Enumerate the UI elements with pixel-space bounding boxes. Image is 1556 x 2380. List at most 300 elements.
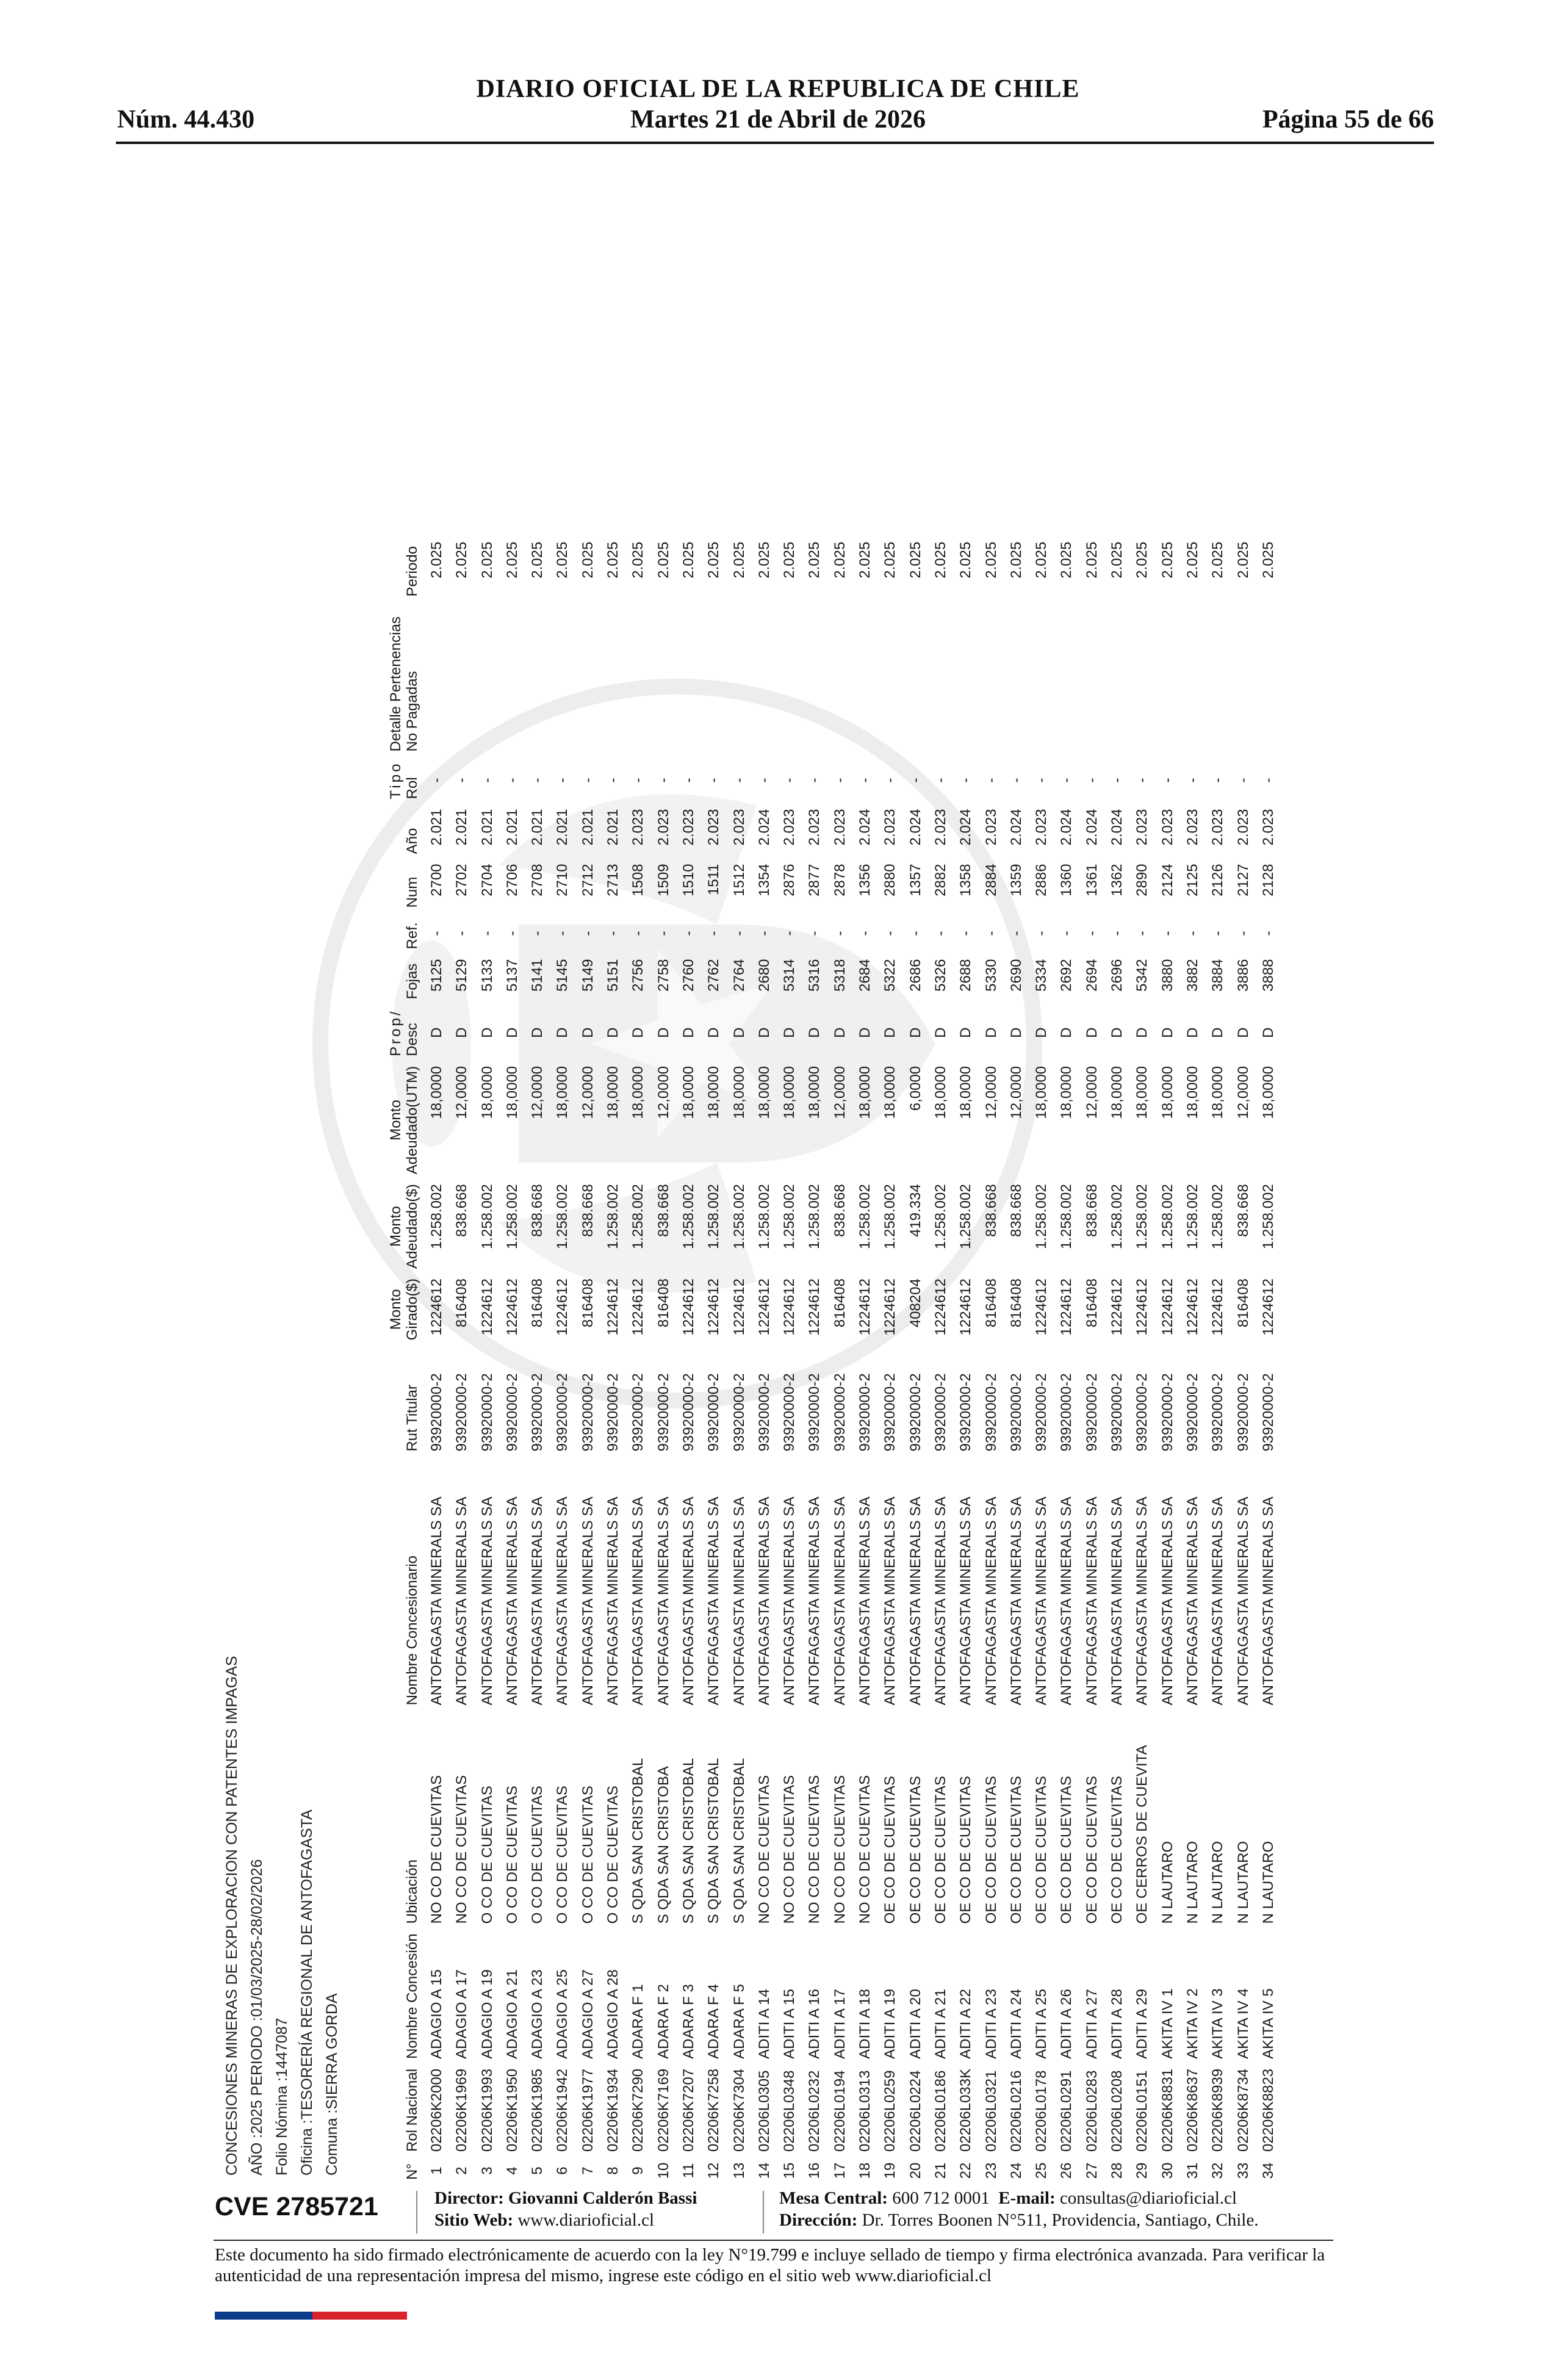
website-link[interactable]: www.diarioficial.cl	[517, 2210, 655, 2230]
cell-row-number: 17	[831, 2162, 848, 2179]
cell-rol-nacional: 02206L0291	[1058, 2070, 1075, 2152]
cell-rut-titular: 93920000-2	[755, 1373, 773, 1452]
cell-detalle-pertenencias	[953, 602, 978, 757]
cell-prop-desc: D	[932, 1027, 949, 1038]
cell-monto-adeudado: 419.334	[907, 1184, 924, 1238]
cell-detalle-pertenencias	[827, 602, 852, 757]
cell-fojas: 5149	[579, 959, 596, 992]
cell-fojas: 5326	[932, 959, 949, 992]
cell-num: 2708	[529, 864, 546, 896]
cell-rut-titular: 93920000-2	[503, 1373, 520, 1452]
cell-ref: -	[630, 931, 647, 936]
table-row	[600, 537, 625, 2185]
cell-ref: -	[1234, 931, 1252, 936]
cell-detalle-pertenencias	[575, 602, 600, 757]
cell-tipo-rol: -	[1134, 777, 1151, 783]
cell-ano: 2.021	[529, 809, 546, 846]
cell-monto-girado: 1224612	[806, 1278, 823, 1336]
cell-rol-nacional: 02206K1985	[529, 2068, 546, 2152]
cell-ano: 2.021	[428, 809, 445, 846]
cell-ref: -	[882, 931, 899, 936]
cell-periodo: 2.025	[453, 541, 470, 579]
cell-nombre-concesionario: ANTOFAGASTA MINERALS SA	[1083, 1496, 1100, 1706]
cell-num: 2882	[932, 864, 949, 896]
table-body	[424, 537, 1281, 2185]
cell-row-number: 21	[932, 2162, 949, 2179]
cell-ref: -	[907, 931, 924, 936]
cell-rol-nacional: 02206K1969	[453, 2068, 470, 2152]
cell-nombre-concesion: ADARA F 2	[655, 1984, 672, 2059]
cell-nombre-concesionario: ANTOFAGASTA MINERALS SA	[453, 1496, 470, 1706]
cell-monto-utm: 18,0000	[957, 1066, 974, 1119]
cell-num: 2704	[478, 864, 495, 896]
cell-ref: -	[1134, 931, 1151, 936]
table-row	[1054, 537, 1079, 2185]
table-row	[575, 537, 600, 2185]
cell-rut-titular: 93920000-2	[1184, 1373, 1201, 1452]
cell-rut-titular: 93920000-2	[680, 1373, 697, 1452]
cell-rol-nacional: 02206K2000	[428, 2068, 445, 2152]
cell-ref: -	[705, 931, 722, 936]
col-header-girado	[387, 1274, 424, 1345]
cell-ref: -	[1109, 931, 1126, 936]
cell-row-number: 5	[529, 2166, 546, 2175]
cell-rol-nacional: 02206K1977	[579, 2068, 596, 2152]
cell-nombre-concesion: ADAGIO A 21	[503, 1969, 520, 2059]
cell-tipo-rol: -	[579, 777, 596, 783]
cell-nombre-concesion: ADAGIO A 19	[478, 1969, 495, 2059]
newspaper-title: DIARIO OFICIAL DE LA REPUBLICA DE CHILE	[476, 75, 1080, 103]
cell-detalle-pertenencias	[651, 602, 676, 757]
cell-prop-desc: D	[882, 1027, 899, 1038]
cell-monto-girado: 1224612	[1159, 1278, 1176, 1336]
cell-detalle-pertenencias	[1004, 602, 1029, 757]
cell-monto-utm: 18,0000	[630, 1066, 647, 1119]
cell-monto-girado: 1224612	[957, 1278, 974, 1336]
cell-rut-titular: 93920000-2	[453, 1373, 470, 1452]
cell-rol-nacional: 02206L0348	[781, 2070, 798, 2152]
table-row	[953, 537, 978, 2185]
cell-ubicacion: OE CO DE CUEVITAS	[1033, 1776, 1050, 1924]
cell-rol-nacional: 02206L0283	[1083, 2070, 1100, 2152]
cell-nombre-concesionario: ANTOFAGASTA MINERALS SA	[1184, 1496, 1201, 1706]
footer-divider	[416, 2191, 417, 2234]
table-row	[475, 537, 500, 2185]
cell-monto-adeudado: 838.668	[831, 1184, 848, 1238]
cell-tipo-rol: -	[554, 777, 571, 783]
cell-rol-nacional: 02206K1950	[503, 2068, 520, 2152]
cell-tipo-rol: -	[1083, 777, 1100, 783]
cell-monto-adeudado: 1.258.002	[806, 1184, 823, 1250]
cell-nombre-concesion: AKITA IV 2	[1184, 1988, 1201, 2059]
cell-tipo-rol: -	[907, 777, 924, 783]
cell-rol-nacional: 02206K7207	[680, 2068, 697, 2152]
cell-row-number: 14	[755, 2162, 773, 2179]
cell-monto-adeudado: 1.258.002	[1058, 1184, 1075, 1250]
cell-fojas: 2696	[1109, 959, 1126, 992]
flag-bar-red	[312, 2312, 407, 2320]
cell-ano: 2.023	[1259, 809, 1277, 846]
col-header-concesionario: Nombre Concesionario	[404, 1555, 420, 1706]
cell-periodo: 2.025	[478, 541, 495, 579]
cell-fojas: 2756	[630, 959, 647, 992]
cell-ref: -	[1209, 931, 1226, 936]
cell-ref: -	[857, 931, 874, 936]
cell-ref: -	[605, 931, 622, 936]
cell-monto-utm: 18,0000	[1209, 1066, 1226, 1119]
cell-prop-desc: D	[857, 1027, 874, 1038]
table-row	[1029, 537, 1054, 2185]
cell-monto-adeudado: 1.258.002	[882, 1184, 899, 1250]
cell-ano: 2.021	[478, 809, 495, 846]
cell-nombre-concesionario: ANTOFAGASTA MINERALS SA	[1007, 1496, 1025, 1706]
cell-tipo-rol: -	[781, 777, 798, 783]
cell-monto-girado: 816408	[529, 1278, 546, 1328]
cell-rol-nacional: 02206L0216	[1007, 2070, 1025, 2152]
col-header-line: No Pagadas	[404, 671, 420, 752]
cell-ref: -	[982, 931, 1000, 936]
col-header-fojas: Fojas	[404, 963, 420, 1000]
cell-tipo-rol: -	[605, 777, 622, 783]
table-row	[1231, 537, 1256, 2185]
col-header-ano: Año	[404, 828, 420, 854]
cell-ano: 2.021	[605, 809, 622, 846]
website-label: Sitio Web:	[434, 2210, 514, 2230]
cell-rut-titular: 93920000-2	[982, 1373, 1000, 1452]
cell-monto-utm: 18,0000	[730, 1066, 747, 1119]
cell-fojas: 5316	[806, 959, 823, 992]
cell-monto-utm: 18,0000	[1058, 1066, 1075, 1119]
meta-line: AÑO :2025 PERIODO :01/03/2025-28/02/2026	[248, 1859, 265, 2176]
col-header-ubicacion: Ubicación	[404, 1859, 420, 1924]
cell-ubicacion: N LAUTARO	[1184, 1841, 1201, 1924]
cell-row-number: 3	[478, 2166, 495, 2175]
table-row	[877, 537, 902, 2185]
cell-monto-utm: 6,0000	[907, 1066, 924, 1111]
cell-monto-utm: 18,0000	[478, 1066, 495, 1119]
cell-num: 1361	[1083, 864, 1100, 896]
table-row	[852, 537, 877, 2185]
cell-rol-nacional: 02206K7290	[630, 2068, 647, 2152]
cell-num: 2712	[579, 864, 596, 896]
cell-ano: 2.023	[1184, 809, 1201, 846]
cell-fojas: 2688	[957, 959, 974, 992]
cell-rol-nacional: 02206K1993	[478, 2068, 495, 2152]
cell-rut-titular: 93920000-2	[957, 1373, 974, 1452]
legal-notice: Este documento ha sido firmado electrónicamente de acuerdo con la ley N°19.799 e incluye sellado de tiempo y firma electrónica avanzada. Para verificar la autenticidad de una representación impresa del mismo, ingrese este código en el sitio web www.diarioficial.cl	[215, 2245, 1325, 2285]
cell-ano: 2.023	[1234, 809, 1252, 846]
cell-monto-girado: 1224612	[1259, 1278, 1277, 1336]
col-header-line: Monto	[387, 1100, 404, 1141]
cell-fojas: 5330	[982, 959, 1000, 992]
cell-periodo: 2.025	[907, 541, 924, 579]
cell-ano: 2.024	[1083, 809, 1100, 846]
col-header-line: Tipo	[387, 761, 404, 799]
cell-nombre-concesion: ADAGIO A 27	[579, 1969, 596, 2059]
cell-ubicacion: NO CO DE CUEVITAS	[831, 1775, 848, 1924]
cell-rol-nacional: 02206K8823	[1259, 2068, 1277, 2152]
cell-prop-desc: D	[655, 1027, 672, 1038]
cell-monto-girado: 1224612	[1184, 1278, 1201, 1336]
cell-fojas: 5342	[1134, 959, 1151, 992]
cell-monto-girado: 1224612	[730, 1278, 747, 1336]
cell-nombre-concesionario: ANTOFAGASTA MINERALS SA	[428, 1496, 445, 1706]
cell-nombre-concesion: ADAGIO A 25	[554, 1969, 571, 2059]
cell-monto-utm: 12,0000	[831, 1066, 848, 1119]
cell-monto-adeudado: 1.258.002	[957, 1184, 974, 1250]
cell-ubicacion: NO CO DE CUEVITAS	[781, 1775, 798, 1924]
cell-nombre-concesion: ADARA F 5	[730, 1984, 747, 2059]
cell-nombre-concesionario: ANTOFAGASTA MINERALS SA	[605, 1496, 622, 1706]
cell-nombre-concesionario: ANTOFAGASTA MINERALS SA	[806, 1496, 823, 1706]
cell-nombre-concesion: ADITI A 21	[932, 1989, 949, 2059]
cell-ref: -	[453, 931, 470, 936]
table-row	[1104, 537, 1129, 2185]
cell-periodo: 2.025	[503, 541, 520, 579]
cell-num: 2127	[1234, 864, 1252, 896]
cell-rol-nacional: 02206K8734	[1234, 2068, 1252, 2152]
cell-monto-adeudado: 1.258.002	[478, 1184, 495, 1250]
cell-ref: -	[428, 931, 445, 936]
table-row	[1205, 537, 1230, 2185]
cell-num: 2706	[503, 864, 520, 896]
cell-fojas: 2760	[680, 959, 697, 992]
cell-nombre-concesion: ADITI A 18	[857, 1989, 874, 2059]
cell-monto-utm: 18,0000	[428, 1066, 445, 1119]
cell-row-number: 24	[1007, 2162, 1025, 2179]
cell-prop-desc: D	[957, 1027, 974, 1038]
cell-monto-adeudado: 1.258.002	[705, 1184, 722, 1250]
cell-monto-utm: 18,0000	[1184, 1066, 1201, 1119]
cell-monto-girado: 1224612	[680, 1278, 697, 1336]
phone-value: 600 712 0001	[892, 2188, 990, 2208]
cell-nombre-concesion: ADAGIO A 15	[428, 1969, 445, 2059]
cell-fojas: 3886	[1234, 959, 1252, 992]
col-header-nombre: Nombre Concesión	[404, 1933, 420, 2059]
cell-monto-adeudado: 1.258.002	[781, 1184, 798, 1250]
cell-fojas: 3882	[1184, 959, 1201, 992]
cell-nombre-concesionario: ANTOFAGASTA MINERALS SA	[932, 1496, 949, 1706]
cell-monto-girado: 1224612	[882, 1278, 899, 1336]
issue-date: Martes 21 de Abril de 2026	[630, 106, 926, 134]
cell-fojas: 3884	[1209, 959, 1226, 992]
cell-monto-adeudado: 838.668	[655, 1184, 672, 1238]
cell-monto-adeudado: 1.258.002	[1184, 1184, 1201, 1250]
cell-rut-titular: 93920000-2	[579, 1373, 596, 1452]
cell-ubicacion: OE CO DE CUEVITAS	[932, 1776, 949, 1924]
cell-num: 1354	[755, 864, 773, 896]
cell-detalle-pertenencias	[449, 602, 474, 757]
cell-monto-utm: 18,0000	[882, 1066, 899, 1119]
cell-detalle-pertenencias	[1205, 602, 1230, 757]
cell-detalle-pertenencias	[777, 602, 802, 757]
cell-rut-titular: 93920000-2	[781, 1373, 798, 1452]
col-header-num: Num	[404, 876, 420, 908]
cell-periodo: 2.025	[680, 541, 697, 579]
cell-nombre-concesion: AKITA IV 1	[1159, 1988, 1176, 2059]
cell-ubicacion: OE CO DE CUEVITAS	[957, 1776, 974, 1924]
cell-detalle-pertenencias	[1231, 602, 1256, 757]
cell-prop-desc: D	[478, 1027, 495, 1038]
cell-fojas: 2684	[857, 959, 874, 992]
cell-rol-nacional: 02206L0178	[1033, 2070, 1050, 2152]
cell-periodo: 2.025	[554, 541, 571, 579]
cell-ref: -	[730, 931, 747, 936]
cell-fojas: 5145	[554, 959, 571, 992]
cell-row-number: 28	[1109, 2162, 1126, 2179]
cell-rol-nacional: 02206L033K	[957, 2068, 974, 2152]
cell-monto-girado: 1224612	[1033, 1278, 1050, 1336]
col-header-ref: Ref.	[404, 922, 420, 950]
email-label: E-mail:	[998, 2188, 1056, 2208]
cell-rut-titular: 93920000-2	[932, 1373, 949, 1452]
cell-monto-utm: 18,0000	[503, 1066, 520, 1119]
cell-rol-nacional: 02206L0151	[1134, 2070, 1151, 2152]
cell-monto-utm: 12,0000	[655, 1066, 672, 1119]
table-row	[1129, 537, 1154, 2185]
cell-nombre-concesionario: ANTOFAGASTA MINERALS SA	[831, 1496, 848, 1706]
cell-ano: 2.023	[882, 809, 899, 846]
cell-tipo-rol: -	[857, 777, 874, 783]
cell-ano: 2.023	[630, 809, 647, 846]
cell-monto-girado: 1224612	[503, 1278, 520, 1336]
cell-prop-desc: D	[428, 1027, 445, 1038]
cell-fojas: 5137	[503, 959, 520, 992]
cell-nombre-concesion: ADARA F 3	[680, 1984, 697, 2059]
cell-monto-utm: 18,0000	[680, 1066, 697, 1119]
cell-nombre-concesionario: ANTOFAGASTA MINERALS SA	[1234, 1496, 1252, 1706]
cell-rut-titular: 93920000-2	[1058, 1373, 1075, 1452]
cell-nombre-concesion: ADAGIO A 17	[453, 1969, 470, 2059]
cell-num: 2128	[1259, 864, 1277, 896]
cell-nombre-concesionario: ANTOFAGASTA MINERALS SA	[730, 1496, 747, 1706]
cell-prop-desc: D	[1259, 1027, 1277, 1038]
cell-monto-adeudado: 1.258.002	[1134, 1184, 1151, 1250]
cell-monto-utm: 18,0000	[1134, 1066, 1151, 1119]
meta-line: CONCESIONES MINERAS DE EXPLORACION CON PATENTES IMPAGAS	[223, 1656, 240, 2176]
cell-ref: -	[655, 931, 672, 936]
cell-rol-nacional: 02206K8637	[1184, 2068, 1201, 2152]
cell-monto-adeudado: 838.668	[1083, 1184, 1100, 1238]
table-row	[1155, 537, 1180, 2185]
cell-periodo: 2.025	[605, 541, 622, 579]
cell-rut-titular: 93920000-2	[1159, 1373, 1176, 1452]
cell-nombre-concesion: ADITI A 23	[982, 1989, 1000, 2059]
cell-rol-nacional: 02206K8831	[1159, 2068, 1176, 2152]
cell-tipo-rol: -	[806, 777, 823, 783]
cell-nombre-concesionario: ANTOFAGASTA MINERALS SA	[529, 1496, 546, 1706]
cell-tipo-rol: -	[428, 777, 445, 783]
cell-nombre-concesion: ADITI A 27	[1083, 1989, 1100, 2059]
cell-tipo-rol: -	[755, 777, 773, 783]
cell-detalle-pertenencias	[1104, 602, 1129, 757]
cell-prop-desc: D	[806, 1027, 823, 1038]
cell-periodo: 2.025	[1259, 541, 1277, 579]
col-header-line: Desc	[404, 1023, 420, 1056]
cell-nombre-concesionario: ANTOFAGASTA MINERALS SA	[882, 1496, 899, 1706]
cell-nombre-concesionario: ANTOFAGASTA MINERALS SA	[680, 1496, 697, 1706]
cell-tipo-rol: -	[503, 777, 520, 783]
cell-monto-adeudado: 1.258.002	[1109, 1184, 1126, 1250]
cell-prop-desc: D	[982, 1027, 1000, 1038]
cell-rol-nacional: 02206L0313	[857, 2070, 874, 2152]
cell-detalle-pertenencias	[600, 602, 625, 757]
cell-monto-utm: 12,0000	[1007, 1066, 1025, 1119]
table-header-row	[387, 537, 424, 2185]
cell-monto-adeudado: 1.258.002	[630, 1184, 647, 1250]
table-row	[979, 537, 1004, 2185]
cell-nombre-concesionario: ANTOFAGASTA MINERALS SA	[982, 1496, 1000, 1706]
cell-prop-desc: D	[680, 1027, 697, 1038]
cell-fojas: 5318	[831, 959, 848, 992]
header-rule	[116, 142, 1434, 144]
cell-rol-nacional: 02206K8939	[1209, 2068, 1226, 2152]
cell-prop-desc: D	[705, 1027, 722, 1038]
cell-ubicacion: NO CO DE CUEVITAS	[857, 1775, 874, 1924]
cell-monto-utm: 12,0000	[579, 1066, 596, 1119]
cell-ano: 2.023	[1033, 809, 1050, 846]
cell-ano: 2.024	[1007, 809, 1025, 846]
cell-prop-desc: D	[529, 1027, 546, 1038]
cell-row-number: 32	[1209, 2162, 1226, 2179]
cell-nombre-concesionario: ANTOFAGASTA MINERALS SA	[655, 1496, 672, 1706]
cell-nombre-concesion: ADITI A 14	[755, 1989, 773, 2059]
email-link[interactable]: consultas@diarioficial.cl	[1059, 2188, 1237, 2208]
cell-fojas: 2694	[1083, 959, 1100, 992]
table-row	[676, 537, 701, 2185]
cell-periodo: 2.025	[705, 541, 722, 579]
cell-ref: -	[680, 931, 697, 936]
cell-periodo: 2.025	[1134, 541, 1151, 579]
cell-monto-girado: 816408	[579, 1278, 596, 1328]
cell-num: 2125	[1184, 864, 1201, 896]
cell-tipo-rol: -	[529, 777, 546, 783]
cell-monto-adeudado: 838.668	[1234, 1184, 1252, 1238]
cell-fojas: 5141	[529, 959, 546, 992]
cell-periodo: 2.025	[882, 541, 899, 579]
cell-monto-girado: 816408	[453, 1278, 470, 1328]
cell-monto-girado: 1224612	[755, 1278, 773, 1336]
cell-ubicacion: S QDA SAN CRISTOBAL	[705, 1758, 722, 1924]
cell-nombre-concesion: AKITA IV 3	[1209, 1988, 1226, 2059]
cell-row-number: 2	[453, 2166, 470, 2175]
cell-rut-titular: 93920000-2	[857, 1373, 874, 1452]
cell-monto-utm: 12,0000	[982, 1066, 1000, 1119]
cell-detalle-pertenencias	[525, 602, 550, 757]
cell-tipo-rol: -	[1033, 777, 1050, 783]
cell-ubicacion: OE CO DE CUEVITAS	[1109, 1776, 1126, 1924]
cell-nombre-concesionario: ANTOFAGASTA MINERALS SA	[1134, 1496, 1151, 1706]
cell-monto-girado: 1224612	[605, 1278, 622, 1336]
cve-code: CVE 2785721	[215, 2192, 378, 2221]
cell-fojas: 2764	[730, 959, 747, 992]
cell-tipo-rol: -	[730, 777, 747, 783]
cell-ref: -	[1058, 931, 1075, 936]
cell-monto-girado: 1224612	[630, 1278, 647, 1336]
cell-fojas: 5334	[1033, 959, 1050, 992]
cell-ref: -	[503, 931, 520, 936]
table-row	[651, 537, 676, 2185]
cell-periodo: 2.025	[655, 541, 672, 579]
cell-prop-desc: D	[1234, 1027, 1252, 1038]
cell-fojas: 5133	[478, 959, 495, 992]
cell-tipo-rol: -	[1058, 777, 1075, 783]
cell-rut-titular: 93920000-2	[529, 1373, 546, 1452]
cell-nombre-concesion: ADITI A 16	[806, 1989, 823, 2059]
cell-monto-utm: 18,0000	[1109, 1066, 1126, 1119]
cell-tipo-rol: -	[1007, 777, 1025, 783]
cell-tipo-rol: -	[1109, 777, 1126, 783]
